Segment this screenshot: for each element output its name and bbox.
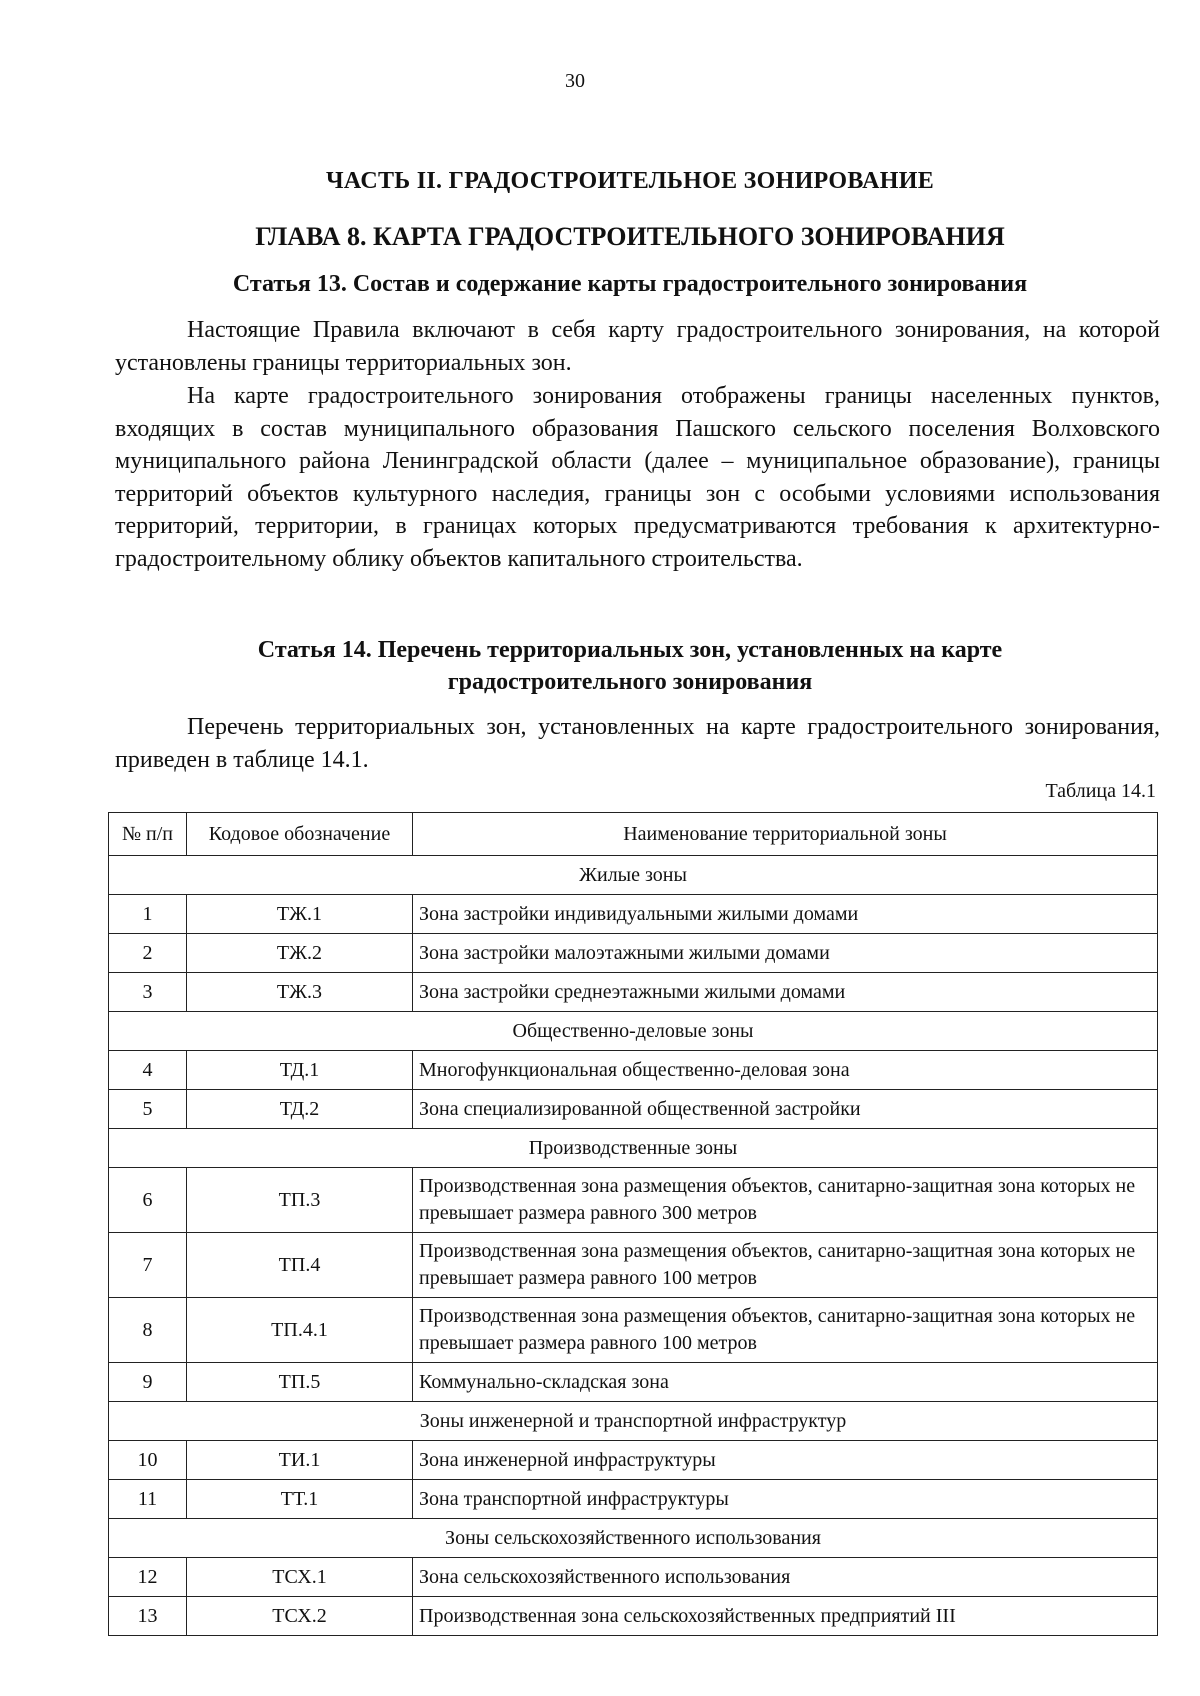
table-group-row (109, 1129, 1158, 1168)
row-zone-name: Зона застройки индивидуальными жилыми домами (413, 895, 1158, 934)
row-number: 13 (109, 1597, 187, 1636)
article-14-paragraph-1 (115, 711, 1160, 776)
table-row (109, 1597, 1158, 1636)
page-number: 30 (565, 70, 585, 92)
row-code: ТТ.1 (187, 1480, 413, 1519)
article-13-title: Статья 13. Состав и содержание карты градостроительного зонирования (232, 271, 1028, 297)
table-row (109, 1298, 1158, 1363)
row-code: ТД.2 (187, 1090, 413, 1129)
row-code: ТЖ.2 (187, 934, 413, 973)
table-group-row (109, 1012, 1158, 1051)
table-row (109, 934, 1158, 973)
article-14-title (100, 634, 1160, 698)
group-title: Зоны сельскохозяйственного использования (109, 1519, 1158, 1558)
row-code: ТСХ.2 (187, 1597, 413, 1636)
table-row (109, 1168, 1158, 1233)
row-number: 3 (109, 973, 187, 1012)
row-number: 5 (109, 1090, 187, 1129)
table-row (109, 1441, 1158, 1480)
article-14-title-line-2: градостроительного зонирования (447, 669, 813, 695)
row-number: 12 (109, 1558, 187, 1597)
row-number: 8 (109, 1298, 187, 1363)
row-zone-name: Зона транспортной инфраструктуры (413, 1480, 1158, 1519)
row-code: ТП.4.1 (187, 1298, 413, 1363)
row-number: 6 (109, 1168, 187, 1233)
group-title: Общественно-деловые зоны (109, 1012, 1158, 1051)
chapter-title: ГЛАВА 8. КАРТА ГРАДОСТРОИТЕЛЬНОГО ЗОНИРОВАНИЯ (255, 222, 1005, 251)
table-header-row (109, 813, 1158, 856)
article-14-title-line-1: Статья 14. Перечень территориальных зон, установленных на карте (257, 637, 1003, 663)
table-row (109, 1090, 1158, 1129)
table-row (109, 1480, 1158, 1519)
row-code: ТЖ.3 (187, 973, 413, 1012)
header-number: № п/п (109, 813, 187, 856)
row-number: 9 (109, 1363, 187, 1402)
row-zone-name: Зона застройки среднеэтажными жилыми домами (413, 973, 1158, 1012)
part-title: ЧАСТЬ II. ГРАДОСТРОИТЕЛЬНОЕ ЗОНИРОВАНИЕ (325, 168, 935, 194)
table-group-row (109, 1519, 1158, 1558)
row-zone-name: Производственная зона размещения объектов, санитарно-защитная зона которых не превышает размера равного 100 метров (413, 1298, 1158, 1363)
row-zone-name: Зона сельскохозяйственного использования (413, 1558, 1158, 1597)
table-row (109, 895, 1158, 934)
article-13-paragraph-1 (115, 314, 1160, 379)
row-zone-name: Зона специализированной общественной застройки (413, 1090, 1158, 1129)
row-zone-name: Зона инженерной инфраструктуры (413, 1441, 1158, 1480)
header-code: Кодовое обозначение (187, 813, 413, 856)
table-group-row (109, 856, 1158, 895)
table-caption: Таблица 14.1 (1045, 780, 1156, 802)
table-row (109, 1363, 1158, 1402)
article-13-paragraph-1-text: Настоящие Правила включают в себя карту градостроительного зонирования, на которой установлены границы территориальных зон. (115, 317, 1160, 376)
table-row (109, 1558, 1158, 1597)
row-number: 10 (109, 1441, 187, 1480)
row-code: ТП.5 (187, 1363, 413, 1402)
row-code: ТИ.1 (187, 1441, 413, 1480)
table-row (109, 1051, 1158, 1090)
row-number: 2 (109, 934, 187, 973)
group-title: Зоны инженерной и транспортной инфраструктур (109, 1402, 1158, 1441)
table-group-row (109, 1402, 1158, 1441)
group-title: Производственные зоны (109, 1129, 1158, 1168)
row-zone-name: Многофункциональная общественно-деловая зона (413, 1051, 1158, 1090)
row-code: ТП.4 (187, 1233, 413, 1298)
zones-table (108, 812, 1158, 1636)
article-13-paragraph-2 (115, 380, 1160, 575)
row-zone-name: Производственная зона размещения объектов, санитарно-защитная зона которых не превышает размера равного 100 метров (413, 1233, 1158, 1298)
row-zone-name: Коммунально-складская зона (413, 1363, 1158, 1402)
row-number: 7 (109, 1233, 187, 1298)
row-code: ТП.3 (187, 1168, 413, 1233)
row-code: ТСХ.1 (187, 1558, 413, 1597)
table-row (109, 973, 1158, 1012)
row-code: ТЖ.1 (187, 895, 413, 934)
row-zone-name: Производственная зона сельскохозяйственных предприятий III (413, 1597, 1158, 1636)
group-title: Жилые зоны (109, 856, 1158, 895)
article-14-paragraph-1-text: Перечень территориальных зон, установленных на карте градостроительного зонирования, приведен в таблице 14.1. (115, 714, 1160, 773)
table-row (109, 1233, 1158, 1298)
row-zone-name: Производственная зона размещения объектов, санитарно-защитная зона которых не превышает размера равного 300 метров (413, 1168, 1158, 1233)
row-zone-name: Зона застройки малоэтажными жилыми домами (413, 934, 1158, 973)
row-number: 1 (109, 895, 187, 934)
row-code: ТД.1 (187, 1051, 413, 1090)
row-number: 11 (109, 1480, 187, 1519)
article-13-paragraph-2-text: На карте градостроительного зонирования отображены границы населенных пунктов, входящих в состав муниципального образования Пашского сельского поселения Волховского муниципального района Ленинградской области (далее – муниципальное образование), границы территорий объектов культурного наследия, границы зон с особыми условиями использования территорий, территории, в границах которых предусматриваются требования к архитектурно-градостроительному облику объектов капитального строительства. (115, 383, 1160, 572)
row-number: 4 (109, 1051, 187, 1090)
header-zone-name: Наименование территориальной зоны (413, 813, 1158, 856)
